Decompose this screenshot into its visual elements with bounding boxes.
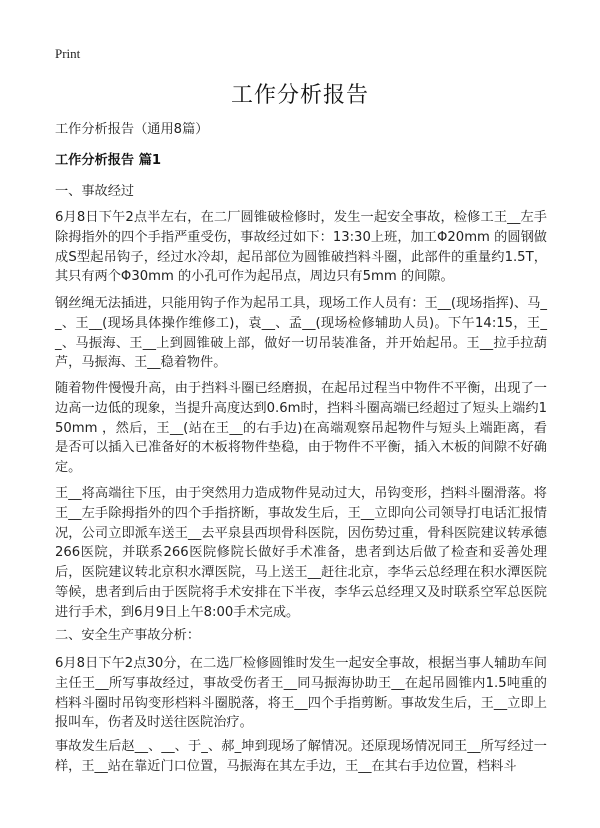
paragraph: 事故发生后赵__、__、于_、郝_坤到现场了解情况。还原现场情况同王__所写经过一样，王__站在靠近门口位置，马振海在其左手边，王__在其右手边位置，档料斗 xyxy=(55,739,547,774)
paragraph: 6月8日下午2点30分，在二选厂检修圆锥时发生一起安全事故，根据当事人辅助车间主任王__所写事故经过，事故受伤者王__同马振海协助王__在起吊圆锥内1.5吨重的档料斗圈时吊钩变形档料斗圈脱落，将王__四个手指剪断。事故发生后，王__立即上报叫车，伤者及时送往医院治疗。 xyxy=(55,656,547,731)
section-heading-accident-process: 一、事故经过 xyxy=(55,184,135,199)
paragraph: 王__将高端往下压，由于突然用力造成物件晃动过大，吊钩变形，挡料斗圈滑落。将王__左手除拇指外的四个手指挤断，事故发生后，王__立即向公司领导打电话汇报情况，公司立即派车送王__去平泉县西坝骨科医院，因伤势过重，骨科医院建议转承德266医院，并联系266医院修院长做好手术准备，患者到达后做了检查和妥善处理后，医院建议转北京积水潭医院，马上送王__赶往北京，李华云总经理在积水潭医院等候，患者到后由于医院将手术安排在下半夜，李华云总经理又及时联系空军总医院进行手术，到6月9日上午8:00手术完成。 xyxy=(55,486,547,620)
print-link[interactable]: Print xyxy=(55,46,81,61)
document-subtitle: 工作分析报告（通用8篇） xyxy=(55,122,209,137)
paragraph: 钢丝绳无法插进，只能用钩子作为起吊工具，现场工作人员有：王__(现场指挥)、马__、王__(现场具体操作维修工)，袁__、孟__(现场检修辅助人员)。下午14:15，王__、马振海、王__上到圆锥破上部，做好一切吊装准备，并开始起吊。王__拉手拉葫芦，马振海、王__稳着物件。 xyxy=(55,296,547,371)
document-title: 工作分析报告 xyxy=(230,83,369,108)
article-heading: 工作分析报告 篇1 xyxy=(55,153,162,168)
section-heading-safety-analysis: 二、安全生产事故分析： xyxy=(55,628,201,643)
paragraph: 6月8日下午2点半左右，在二厂圆锥破检修时，发生一起安全事故，检修工王__左手除拇指外的四个手指严重受伤，事故经过如下：13:30上班，加工Φ20mm 的圆钢做成S型起吊钩子，经过水冷却，起吊部位为圆锥破挡料斗圈，此部件的重量约1.5T，其只有两个Φ30mm 的小孔可作为起吊点，周边只有5mm 的间隙。 xyxy=(55,210,547,285)
paragraph: 随着物件慢慢升高，由于挡料斗圈已经磨损，在起吊过程当中物件不平衡，出现了一边高一边低的现象，当提升高度达到0.6m时，挡料斗圈高端已经超过了短头上端约150mm ，然后，王__(站在王__的右手边)在高端观察吊起物件与短头上端距离，看是否可以插入已准备好的木板将物件垫稳，由于物件不平衡，插入木板的间隙不好确定。 xyxy=(55,381,547,476)
